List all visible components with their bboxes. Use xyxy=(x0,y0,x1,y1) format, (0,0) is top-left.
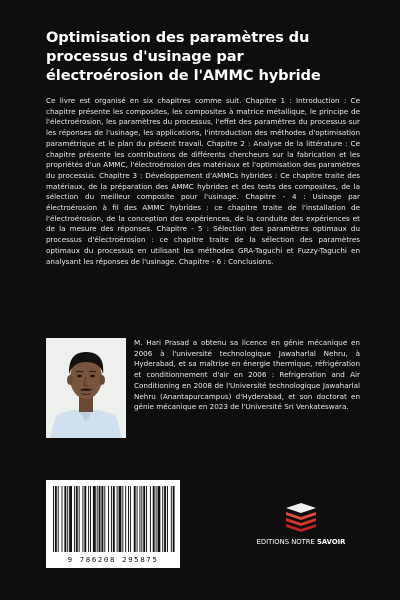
barcode-bar xyxy=(122,486,123,552)
barcode-bar xyxy=(58,486,59,552)
barcode-bar xyxy=(69,486,72,552)
barcode-bar xyxy=(79,486,80,552)
book-summary: Ce livre est organisé en six chapitres comme suit. Chapitre 1 : Introduction : Ce chapitre présente les composites, les composites à matrice métallique, le principe de l'électroérosion, les paramètres du processus, l'effet des paramètres du processus sur les réponses de l'usinage, les applications, l'introduction des méthodes d'optimisation paramétrique et le plan du présent travail. Chapitre 2 : Analyse de la littérature : Ce chapitre présente les contributions de différents chercheurs sur la fabrication et les propriétés d'un AMMC, l'électroérosion des matériaux et l'optimisation des paramètres du processus. Chapitre 3 : Développement d'AMMCs hybrides : Ce chapitre traite des matériaux, de la préparation des AMMC hybrides et des tests des composites, de la sélection du meilleur composite pour l'usinage. Chapitre - 4 : Usinage par électroérosion à fil des AMMC hybrides : ce chapitre traite de l'installation de l'électroérosion, de la conception des expériences, de la conduite des expériences et de la mesure des réponses. Chapitre - 5 : Sélection des paramètres optimaux du processus d'électroérosion : ce chapitre traite de la sélection des paramètres optimaux du processus en utilisant les méthodes GRA-Taguchi et Fuzzy-Taguchi en analysant les réponses de l'usinage. Chapitre - 6 : Conclusions. xyxy=(46,96,360,266)
barcode-bar xyxy=(150,486,151,552)
barcode-bar xyxy=(171,486,172,552)
publisher-logo xyxy=(256,502,346,550)
barcode-bar xyxy=(137,486,138,552)
book-title: Optimisation des paramètres du processus d'usinage par électroérosion de l'AMMC hybride xyxy=(46,29,321,84)
barcode-bar xyxy=(55,486,57,552)
barcode-bar xyxy=(93,486,96,552)
barcode-bar xyxy=(104,486,105,552)
author-photo xyxy=(46,338,126,438)
publisher-name-light: EDITIONS NOTRE xyxy=(256,538,317,546)
barcode-bar xyxy=(143,486,145,552)
publisher-name xyxy=(256,538,346,546)
barcode-bar xyxy=(128,486,129,552)
barcode-bar xyxy=(97,486,98,552)
barcode-bar xyxy=(82,486,83,552)
barcode-bar xyxy=(76,486,78,552)
barcode-bar xyxy=(119,486,122,552)
barcode-bar xyxy=(62,486,63,552)
barcode-bar xyxy=(153,486,155,552)
barcode-bar xyxy=(90,486,91,552)
barcode-bar xyxy=(167,486,168,552)
barcode-bar xyxy=(74,486,75,552)
isbn-number: 9 786208 295875 xyxy=(67,555,159,564)
barcode-bar xyxy=(164,486,166,552)
barcode-bar xyxy=(146,486,147,552)
barcode-bar xyxy=(141,486,142,552)
barcode-bar xyxy=(162,486,163,552)
barcode-bar xyxy=(84,486,86,552)
author-portrait-icon xyxy=(46,338,126,438)
barcode-bar xyxy=(117,486,118,552)
barcode-bar xyxy=(158,486,161,552)
barcode-bar xyxy=(67,486,68,552)
barcode-bar xyxy=(53,486,54,552)
barcode-bar xyxy=(113,486,115,552)
stacked-books-icon xyxy=(283,502,319,534)
author-biography: M. Hari Prasad a obtenu sa licence en génie mécanique en 2006 à l'université technologique Jawaharlal Nehru, à Hyderabad, et sa maîtrise en énergie thermique, réfrigération et conditionnement d'air en 2006 : Refrigeration and Air Conditioning en 2008 de l'Université technologique Jawaharlal Nehru (Anantapurcampus) d'Hyderabad, et son doctorat en génie mécanique en 2023 de l'Université Sri Venkateswara. xyxy=(134,338,360,412)
barcode-bar xyxy=(139,486,140,552)
barcode-icon xyxy=(51,486,175,552)
barcode-bar xyxy=(125,486,126,552)
barcode-bar xyxy=(156,486,157,552)
barcode-bar xyxy=(173,486,175,552)
barcode-bar xyxy=(108,486,109,552)
barcode-bar xyxy=(134,486,136,552)
barcode-bar xyxy=(88,486,89,552)
barcode-bar xyxy=(99,486,101,552)
barcode-bar xyxy=(130,486,131,552)
publisher-name-bold: SAVOIR xyxy=(316,538,346,546)
isbn-barcode xyxy=(46,480,180,568)
barcode-bar xyxy=(64,486,66,552)
barcode-bar xyxy=(111,486,112,552)
barcode-bar xyxy=(101,486,103,552)
